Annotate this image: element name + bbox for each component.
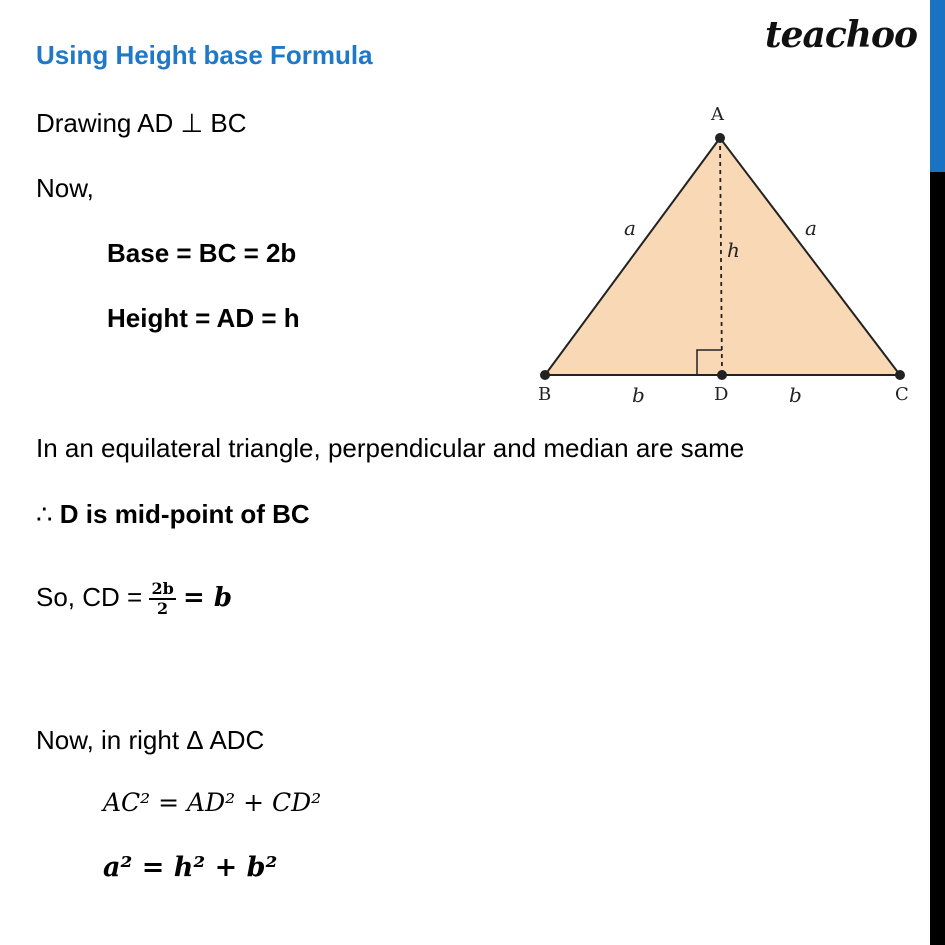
height-line: Height = AD = h (107, 303, 300, 333)
label-side-ab: a (624, 216, 636, 240)
label-a: A (711, 104, 724, 125)
now-label: Now, (36, 173, 94, 203)
midpoint-text: D is mid-point of BC (59, 499, 310, 529)
label-dc: b (789, 383, 802, 407)
cd-fraction-denominator: 2 (157, 599, 169, 618)
label-bd: b (632, 383, 645, 407)
cd-prefix: So, CD = (36, 581, 150, 612)
label-side-ac: a (805, 216, 817, 240)
section-heading: Using Height base Formula (36, 40, 373, 70)
pythagoras-simplified: a² = h² + b² (103, 852, 278, 883)
therefore-symbol: ∴ (36, 499, 53, 529)
cd-fraction-numerator: 2b (151, 579, 174, 598)
drawing-line: Drawing AD ⊥ BC (36, 108, 247, 138)
label-c: C (895, 384, 909, 405)
cd-result: = b (183, 582, 233, 613)
equilateral-statement: In an equilateral triangle, perpendicular and median are same (36, 433, 745, 463)
point-d (717, 370, 727, 380)
teachoo-logo: teachoo (765, 14, 917, 56)
label-d: D (714, 384, 729, 405)
label-height: h (727, 238, 740, 262)
label-b: B (538, 384, 552, 405)
right-triangle-line: Now, in right Δ ADC (36, 725, 265, 755)
point-b (540, 370, 550, 380)
base-line: Base = BC = 2b (107, 238, 297, 268)
pythagoras-equation: AC² = AD² + CD² (103, 788, 322, 817)
point-a (715, 133, 725, 143)
point-c (895, 370, 905, 380)
